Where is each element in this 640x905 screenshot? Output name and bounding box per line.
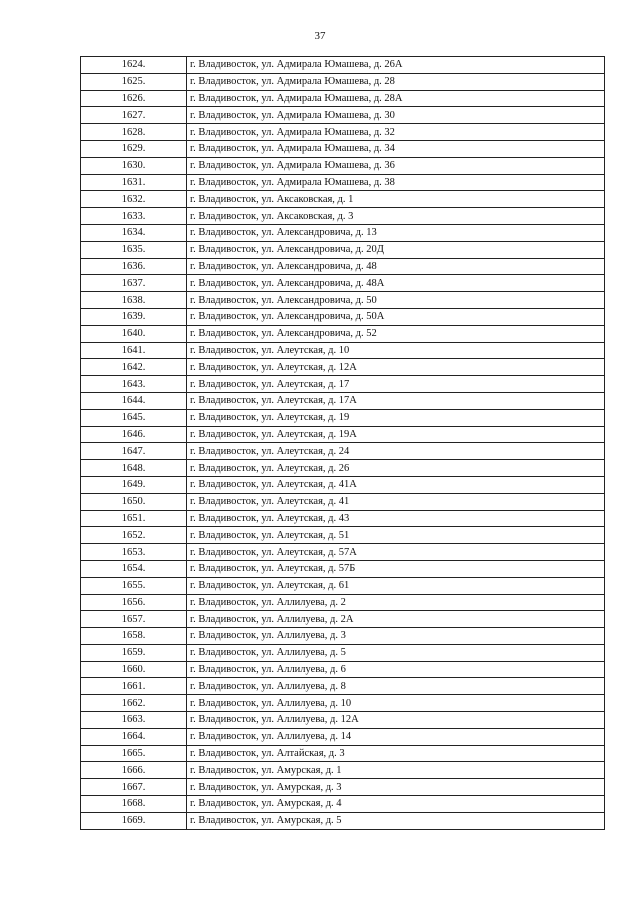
table-row — [81, 208, 605, 225]
table-row — [81, 73, 605, 90]
row-address: г. Владивосток, ул. Александровича, д. 52 — [187, 325, 605, 342]
row-number: 1632. — [81, 191, 187, 208]
row-number: 1650. — [81, 493, 187, 510]
table-row — [81, 661, 605, 678]
table-row — [81, 678, 605, 695]
table-row — [81, 644, 605, 661]
row-number: 1625. — [81, 73, 187, 90]
row-address: г. Владивосток, ул. Адмирала Юмашева, д. 34 — [187, 140, 605, 157]
row-number: 1652. — [81, 527, 187, 544]
table-row — [81, 359, 605, 376]
table-row — [81, 812, 605, 829]
table-row — [81, 762, 605, 779]
row-address: г. Владивосток, ул. Адмирала Юмашева, д. 38 — [187, 174, 605, 191]
row-number: 1651. — [81, 510, 187, 527]
table-row — [81, 493, 605, 510]
row-number: 1663. — [81, 712, 187, 729]
table-row — [81, 544, 605, 561]
row-number: 1647. — [81, 443, 187, 460]
address-table-body — [81, 57, 605, 830]
table-row — [81, 224, 605, 241]
table-row — [81, 90, 605, 107]
row-address: г. Владивосток, ул. Александровича, д. 48 — [187, 258, 605, 275]
row-address: г. Владивосток, ул. Алеутская, д. 57Б — [187, 560, 605, 577]
row-number: 1638. — [81, 292, 187, 309]
row-address: г. Владивосток, ул. Алеутская, д. 19 — [187, 409, 605, 426]
table-row — [81, 107, 605, 124]
row-number: 1630. — [81, 157, 187, 174]
row-address: г. Владивосток, ул. Алеутская, д. 24 — [187, 443, 605, 460]
row-number: 1628. — [81, 124, 187, 141]
row-number: 1643. — [81, 376, 187, 393]
table-row — [81, 426, 605, 443]
row-number: 1667. — [81, 779, 187, 796]
row-address: г. Владивосток, ул. Александровича, д. 48А — [187, 275, 605, 292]
row-number: 1639. — [81, 308, 187, 325]
table-row — [81, 560, 605, 577]
row-number: 1668. — [81, 796, 187, 813]
row-address: г. Владивосток, ул. Алтайская, д. 3 — [187, 745, 605, 762]
row-number: 1649. — [81, 476, 187, 493]
row-address: г. Владивосток, ул. Алеутская, д. 17 — [187, 376, 605, 393]
row-address: г. Владивосток, ул. Аллилуева, д. 2 — [187, 594, 605, 611]
table-row — [81, 275, 605, 292]
row-number: 1655. — [81, 577, 187, 594]
row-number: 1641. — [81, 342, 187, 359]
row-number: 1636. — [81, 258, 187, 275]
row-number: 1642. — [81, 359, 187, 376]
table-row — [81, 779, 605, 796]
row-address: г. Владивосток, ул. Аллилуева, д. 2А — [187, 611, 605, 628]
row-number: 1631. — [81, 174, 187, 191]
table-row — [81, 796, 605, 813]
row-address: г. Владивосток, ул. Амурская, д. 5 — [187, 812, 605, 829]
row-number: 1637. — [81, 275, 187, 292]
table-row — [81, 712, 605, 729]
row-address: г. Владивосток, ул. Алеутская, д. 12А — [187, 359, 605, 376]
table-row — [81, 628, 605, 645]
row-address: г. Владивосток, ул. Адмирала Юмашева, д. 28А — [187, 90, 605, 107]
row-number: 1662. — [81, 695, 187, 712]
row-address: г. Владивосток, ул. Адмирала Юмашева, д. 28 — [187, 73, 605, 90]
row-number: 1656. — [81, 594, 187, 611]
row-address: г. Владивосток, ул. Аллилуева, д. 14 — [187, 728, 605, 745]
row-number: 1659. — [81, 644, 187, 661]
row-address: г. Владивосток, ул. Александровича, д. 50А — [187, 308, 605, 325]
row-number: 1665. — [81, 745, 187, 762]
row-number: 1635. — [81, 241, 187, 258]
table-row — [81, 258, 605, 275]
table-row — [81, 174, 605, 191]
row-address: г. Владивосток, ул. Алеутская, д. 57А — [187, 544, 605, 561]
row-address: г. Владивосток, ул. Александровича, д. 20Д — [187, 241, 605, 258]
row-number: 1644. — [81, 392, 187, 409]
row-number: 1634. — [81, 224, 187, 241]
row-address: г. Владивосток, ул. Аллилуева, д. 3 — [187, 628, 605, 645]
row-address: г. Владивосток, ул. Аллилуева, д. 5 — [187, 644, 605, 661]
row-number: 1654. — [81, 560, 187, 577]
row-address: г. Владивосток, ул. Адмирала Юмашева, д. 32 — [187, 124, 605, 141]
row-address: г. Владивосток, ул. Аллилуева, д. 6 — [187, 661, 605, 678]
row-number: 1657. — [81, 611, 187, 628]
row-address: г. Владивосток, ул. Алеутская, д. 19А — [187, 426, 605, 443]
row-address: г. Владивосток, ул. Алеутская, д. 61 — [187, 577, 605, 594]
table-row — [81, 695, 605, 712]
table-row — [81, 460, 605, 477]
row-address: г. Владивосток, ул. Адмирала Юмашева, д. 36 — [187, 157, 605, 174]
row-number: 1653. — [81, 544, 187, 561]
row-number: 1648. — [81, 460, 187, 477]
row-address: г. Владивосток, ул. Аксаковская, д. 1 — [187, 191, 605, 208]
table-row — [81, 241, 605, 258]
table-row — [81, 392, 605, 409]
row-number: 1646. — [81, 426, 187, 443]
row-address: г. Владивосток, ул. Александровича, д. 13 — [187, 224, 605, 241]
table-row — [81, 443, 605, 460]
row-number: 1645. — [81, 409, 187, 426]
row-number: 1629. — [81, 140, 187, 157]
row-address: г. Владивосток, ул. Алеутская, д. 26 — [187, 460, 605, 477]
table-row — [81, 292, 605, 309]
row-address: г. Владивосток, ул. Алеутская, д. 51 — [187, 527, 605, 544]
table-row — [81, 510, 605, 527]
row-address: г. Владивосток, ул. Аллилуева, д. 12А — [187, 712, 605, 729]
table-row — [81, 157, 605, 174]
row-address: г. Владивосток, ул. Амурская, д. 1 — [187, 762, 605, 779]
table-row — [81, 577, 605, 594]
table-row — [81, 124, 605, 141]
row-address: г. Владивосток, ул. Амурская, д. 4 — [187, 796, 605, 813]
row-number: 1640. — [81, 325, 187, 342]
row-number: 1633. — [81, 208, 187, 225]
row-address: г. Владивосток, ул. Алеутская, д. 41 — [187, 493, 605, 510]
row-address: г. Владивосток, ул. Аллилуева, д. 8 — [187, 678, 605, 695]
table-row — [81, 476, 605, 493]
table-row — [81, 611, 605, 628]
row-address: г. Владивосток, ул. Аксаковская, д. 3 — [187, 208, 605, 225]
row-number: 1660. — [81, 661, 187, 678]
table-row — [81, 140, 605, 157]
table-row — [81, 342, 605, 359]
row-number: 1664. — [81, 728, 187, 745]
row-address: г. Владивосток, ул. Алеутская, д. 10 — [187, 342, 605, 359]
row-address: г. Владивосток, ул. Адмирала Юмашева, д. 26А — [187, 57, 605, 74]
table-row — [81, 308, 605, 325]
row-number: 1624. — [81, 57, 187, 74]
row-address: г. Владивосток, ул. Алеутская, д. 41А — [187, 476, 605, 493]
row-number: 1627. — [81, 107, 187, 124]
row-address: г. Владивосток, ул. Александровича, д. 50 — [187, 292, 605, 309]
table-row — [81, 191, 605, 208]
row-address: г. Владивосток, ул. Аллилуева, д. 10 — [187, 695, 605, 712]
row-address: г. Владивосток, ул. Алеутская, д. 17А — [187, 392, 605, 409]
table-row — [81, 728, 605, 745]
table-row — [81, 376, 605, 393]
table-row — [81, 57, 605, 74]
row-address: г. Владивосток, ул. Адмирала Юмашева, д. 30 — [187, 107, 605, 124]
address-table — [80, 56, 605, 830]
table-row — [81, 594, 605, 611]
table-row — [81, 409, 605, 426]
row-number: 1661. — [81, 678, 187, 695]
table-row — [81, 325, 605, 342]
row-address: г. Владивосток, ул. Амурская, д. 3 — [187, 779, 605, 796]
row-number: 1666. — [81, 762, 187, 779]
table-row — [81, 527, 605, 544]
table-row — [81, 745, 605, 762]
row-number: 1658. — [81, 628, 187, 645]
page-number: 37 — [314, 30, 326, 42]
row-number: 1626. — [81, 90, 187, 107]
row-address: г. Владивосток, ул. Алеутская, д. 43 — [187, 510, 605, 527]
row-number: 1669. — [81, 812, 187, 829]
